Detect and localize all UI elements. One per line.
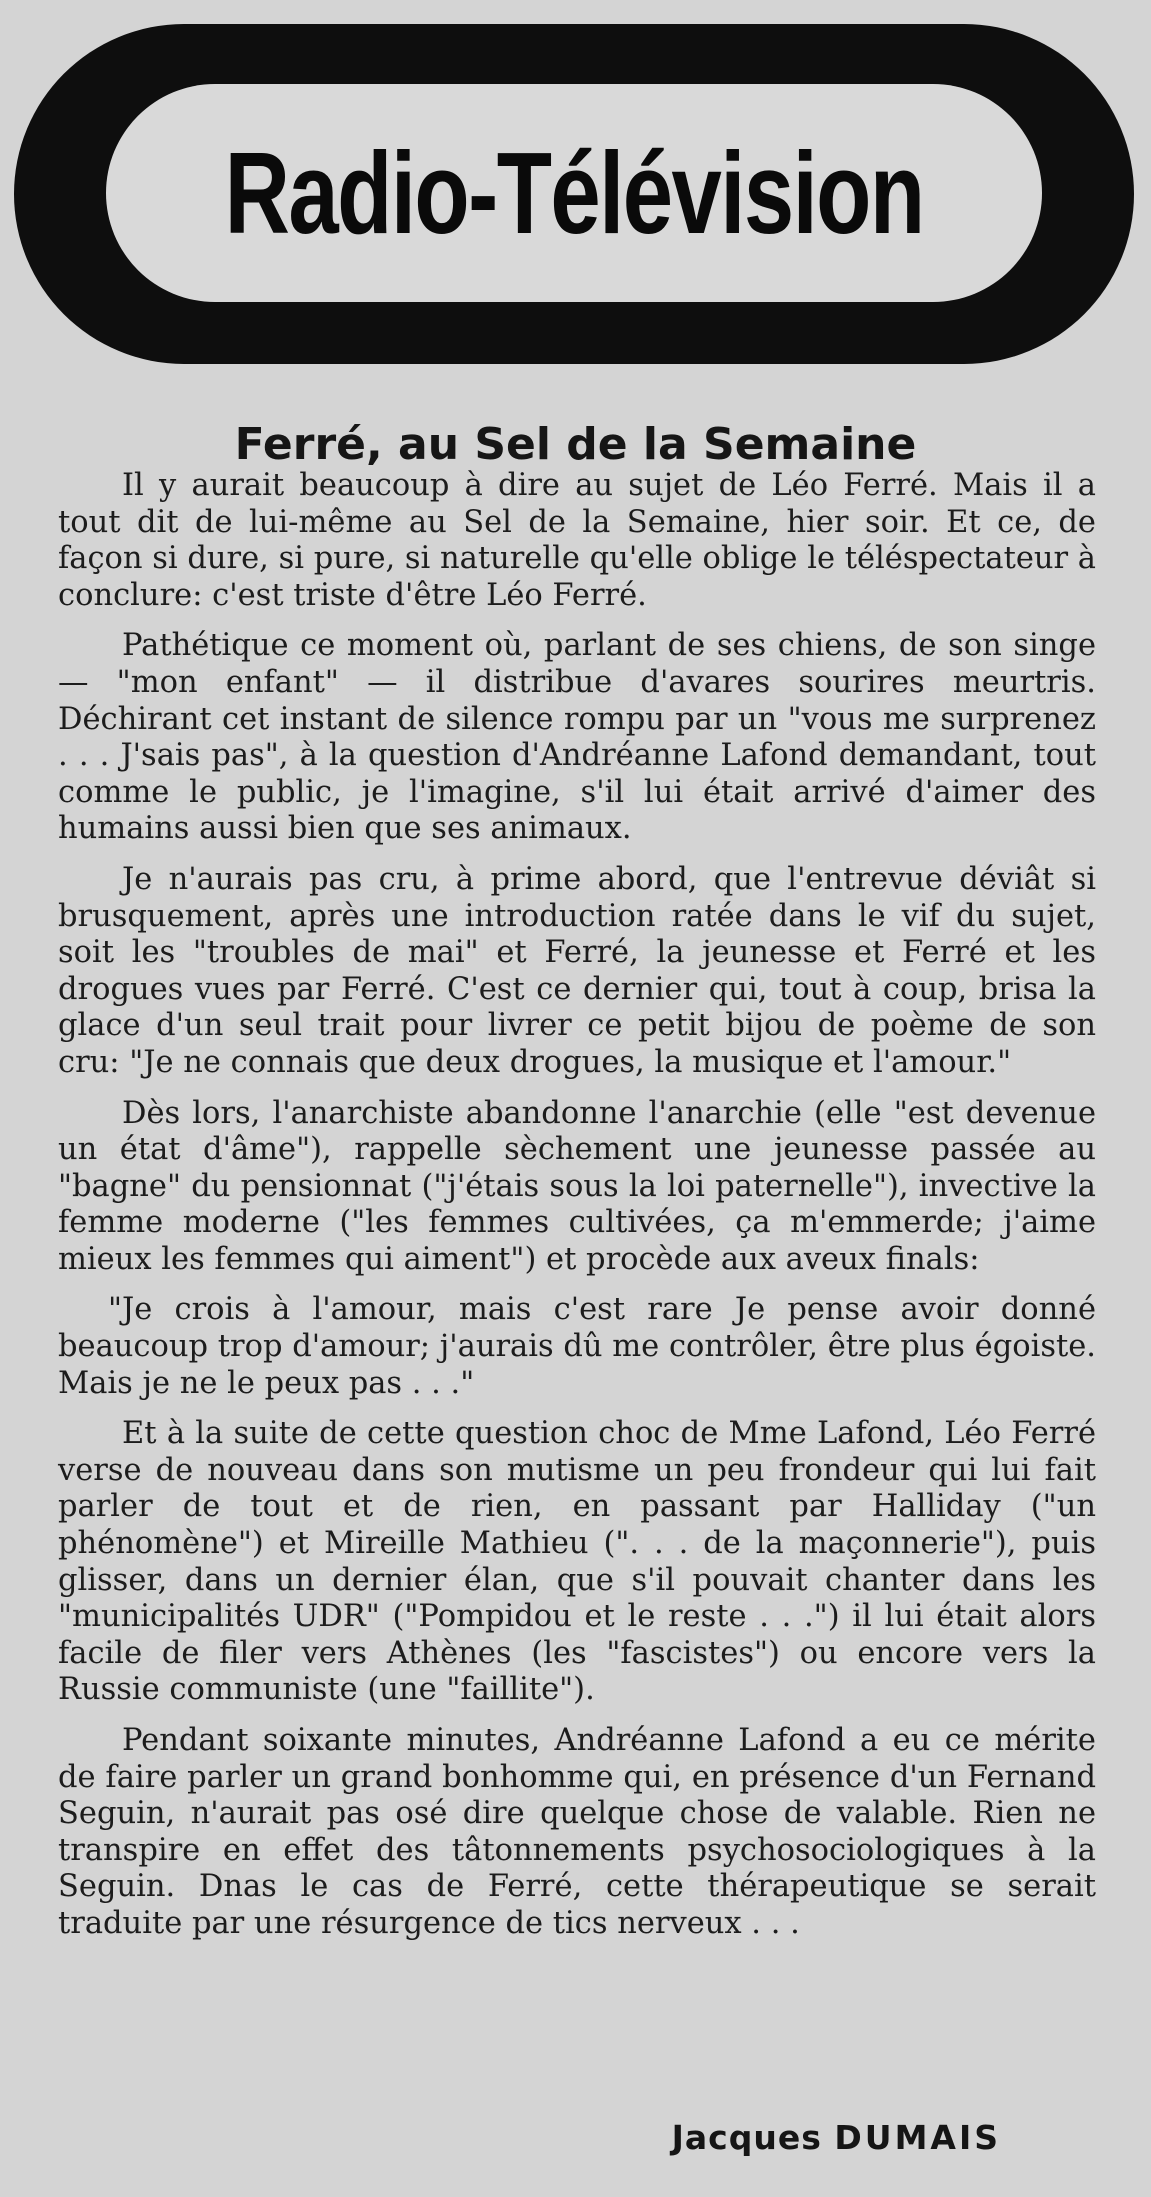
article-quote: "Je crois à l'amour, mais c'est rare Je pense avoir donné beaucoup trop d'amour; j'aurais dû me contrôler, être plus égoiste. Mais je ne le peux pas . . ."	[58, 1292, 1096, 1401]
author-last-name: DUMAIS	[834, 2118, 1001, 2157]
article-paragraph: Pendant soixante minutes, Andréanne Lafond a eu ce mérite de faire parler un grand bonhomme qui, en présence d'un Fernand Seguin, n'aurait pas osé dire quelque chose de valable. Rien ne transpire en effet des tâtonnements psychosociologiques à la Seguin. Dnas le cas de Ferré, cette thérapeutique se serait traduite par une résurgence de tics nerveux . . .	[58, 1723, 1096, 1941]
author-first-name: Jacques	[671, 2118, 822, 2157]
section-title: Radio-Télévision	[224, 128, 924, 258]
article-headline: Ferré, au Sel de la Semaine	[234, 419, 917, 471]
article-paragraph: Et à la suite de cette question choc de Mme Lafond, Léo Ferré verse de nouveau dans son mutisme un peu frondeur qui lui fait parler de tout et de rien, en passant par Halliday ("un phénomène") et Mireille Mathieu (". . . de la maçonnerie"), puis glisser, dans un dernier élan, que s'il pouvait chanter dans les "municipalités UDR" ("Pompidou et le reste . . .") il lui était alors facile de filer vers Athènes (les "fascistes") ou encore vers la Russie communiste (une "faillite").	[58, 1416, 1096, 1708]
section-banner	[14, 24, 1134, 364]
article-paragraph: Pathétique ce moment où, parlant de ses chiens, de son singe — "mon enfant" — il distribue d'avares sourires meurtris. Déchirant cet instant de silence rompu par un "vous me surprenez . . . J'sais pas", à la question d'Andréanne Lafond demandant, tout comme le public, je l'imagine, s'il lui était arrivé d'aimer des humains aussi bien que ses animaux.	[58, 628, 1096, 847]
article-paragraph: Je n'aurais pas cru, à prime abord, que l'entrevue déviât si brusquement, après une introduction ratée dans le vif du sujet, soit les "troubles de mai" et Ferré, la jeunesse et Ferré et les drogues vues par Ferré. C'est ce dernier qui, tout à coup, brisa la glace d'un seul trait pour livrer ce petit bijou de poème de son cru: "Je ne connais que deux drogues, la musique et l'amour."	[58, 861, 1096, 1080]
author-byline	[672, 2118, 1001, 2157]
article-paragraph: Dès lors, l'anarchiste abandonne l'anarchie (elle "est devenue un état d'âme"), rappelle sèchement une jeunesse passée au "bagne" du pensionnat ("j'étais sous la loi paternelle"), invective la femme moderne ("les femmes cultivées, ça m'emmerde; j'aime mieux les femmes qui aiment") et procède aux aveux finals:	[58, 1095, 1096, 1277]
article-paragraph: Il y aurait beaucoup à dire au sujet de Léo Ferré. Mais il a tout dit de lui-même au Sel de la Semaine, hier soir. Et ce, de façon si dure, si pure, si naturelle qu'elle oblige le téléspectateur à conclure: c'est triste d'être Léo Ferré.	[58, 468, 1096, 613]
article-body	[58, 468, 1096, 1957]
section-banner-inner	[106, 84, 1042, 302]
